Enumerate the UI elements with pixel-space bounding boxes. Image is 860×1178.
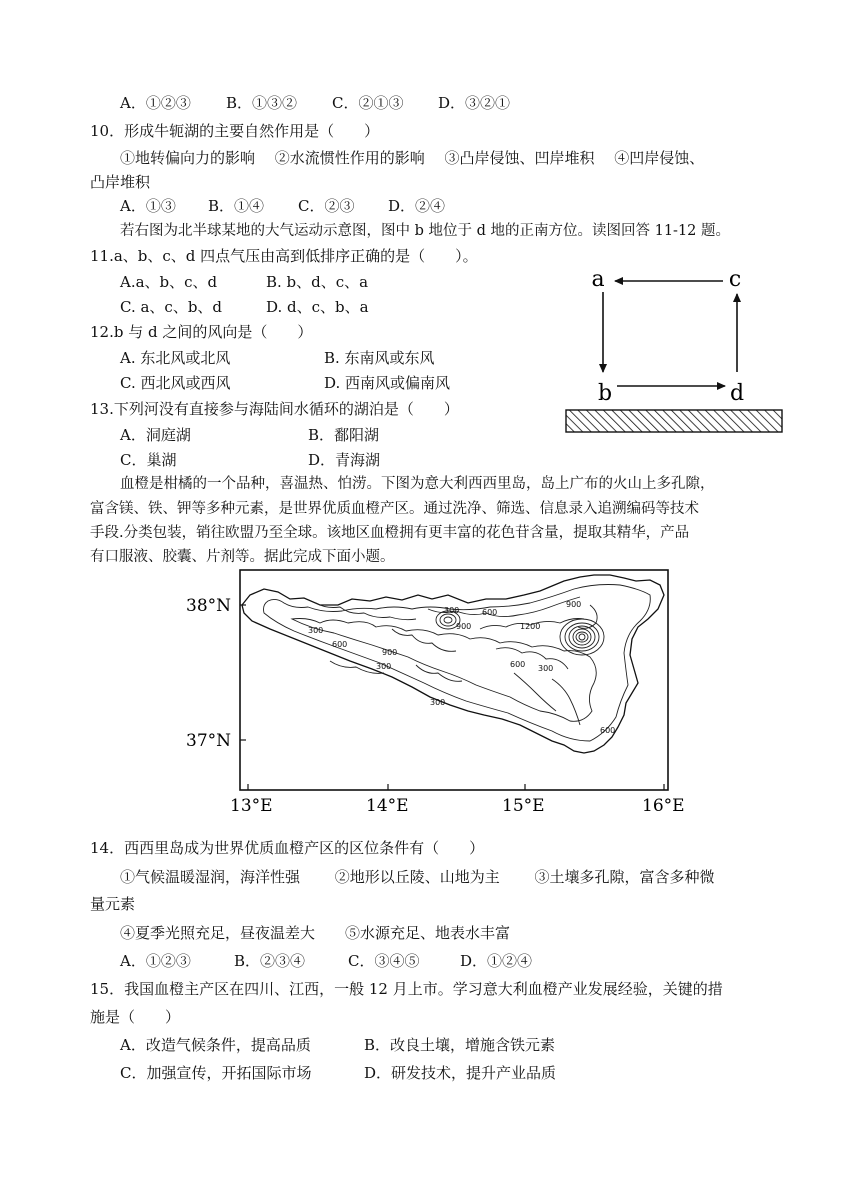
label-b: b: [597, 381, 613, 406]
q11-option-c[interactable]: C. a、c、b、d: [120, 298, 223, 316]
lon-16e: 16°E: [642, 796, 685, 816]
q10-option-c[interactable]: C．②③: [298, 197, 355, 215]
lat-37n: 37°N: [186, 731, 232, 751]
q10-items-line2: 凸岸堆积: [90, 173, 151, 191]
contour-label: 300: [308, 626, 324, 635]
contour-label: 300: [444, 606, 460, 615]
q13-option-d[interactable]: D．青海湖: [308, 451, 381, 469]
q15-option-d[interactable]: D．研发技术，提升产业品质: [364, 1064, 557, 1082]
passage-line-1: 血橙是柑橘的一个品种，喜温热、怕涝。下图为意大利西西里岛，岛上广布的火山上多孔隙，: [120, 476, 715, 492]
contour-label: 900: [566, 600, 582, 609]
q11-option-a[interactable]: A.a、b、c、d: [120, 273, 218, 291]
contour-label: 600: [510, 660, 526, 669]
q10-option-d[interactable]: D．②④: [388, 197, 446, 215]
intro-11-12: 若右图为北半球某地的大气运动示意图，图中 b 地位于 d 地的正南方位。读图回答 11-12 题。: [120, 223, 731, 239]
label-a: a: [591, 267, 605, 292]
q15-option-b[interactable]: B．改良土壤，增施含铁元素: [364, 1036, 556, 1054]
q14-items-line3: ④夏季光照充足，昼夜温差大 ⑤水源充足、地表水丰富: [120, 924, 511, 942]
lon-14e: 14°E: [366, 796, 409, 816]
contour-label: 900: [382, 648, 398, 657]
q11-option-d[interactable]: D. d、c、b、a: [266, 298, 369, 316]
q9-option-c[interactable]: C．②①③: [332, 94, 404, 112]
q14-option-a[interactable]: A．①②③: [120, 952, 191, 970]
contour-label: 300: [376, 662, 392, 671]
contour-label: 300: [430, 698, 446, 707]
q10-stem: 10．形成牛轭湖的主要自然作用是（ ）: [90, 122, 380, 140]
q12-option-d[interactable]: D. 西南风或偏南风: [324, 374, 451, 392]
q13-option-a[interactable]: A．洞庭湖: [120, 426, 191, 444]
q9-option-b[interactable]: B．①③②: [226, 94, 298, 112]
q12-option-c[interactable]: C. 西北风或西风: [120, 374, 231, 392]
q11-option-b[interactable]: B. b、d、c、a: [266, 273, 369, 291]
q15-option-c[interactable]: C．加强宣传，开拓国际市场: [120, 1064, 312, 1082]
contour-label: 600: [600, 726, 616, 735]
q11-stem: 11.a、b、c、d 四点气压由高到低排序正确的是（ ）。: [90, 247, 478, 265]
q10-option-a[interactable]: A．①③: [120, 197, 176, 215]
q12-option-a[interactable]: A. 东北风或北风: [120, 349, 231, 367]
q14-items-line1: ①气候温暖湿润，海洋性强 ②地形以丘陵、山地为主 ③土壤多孔隙，富含多种微: [120, 868, 715, 886]
q15-stem-line1: 15．我国血橙主产区在四川、江西，一般 12 月上市。学习意大利血橙产业发展经验，关键的措: [90, 980, 723, 998]
q14-stem: 14．西西里岛成为世界优质血橙产区的区位条件有（ ）: [90, 839, 485, 857]
q13-option-c[interactable]: C．巢湖: [120, 451, 177, 469]
q15-option-a[interactable]: A．改造气候条件，提高品质: [120, 1036, 311, 1054]
q9-option-a[interactable]: A．①②③: [120, 94, 191, 112]
ground-hatch: [566, 410, 782, 432]
lon-13e: 13°E: [230, 796, 273, 816]
atmosphere-diagram-svg: [565, 262, 785, 437]
q14-option-d[interactable]: D．①②④: [460, 952, 533, 970]
passage-line-2: 富含镁、铁、钾等多种元素，是世界优质血橙产区。通过洗净、筛选、信息录入追溯编码等技术: [90, 501, 699, 517]
q9-option-d[interactable]: D．③②①: [438, 94, 511, 112]
lon-15e: 15°E: [502, 796, 545, 816]
q14-option-c[interactable]: C．③④⑤: [348, 952, 420, 970]
label-c: c: [728, 267, 742, 292]
map-frame: [240, 570, 668, 790]
contour-label: 900: [456, 622, 472, 631]
lat-38n: 38°N: [186, 596, 232, 616]
q12-stem: 12.b 与 d 之间的风向是（ ）: [90, 323, 313, 341]
q14-option-b[interactable]: B．②③④: [234, 952, 306, 970]
contour-label: 300: [538, 664, 554, 673]
q12-option-b[interactable]: B. 东南风或东风: [324, 349, 435, 367]
contour-label: 600: [482, 608, 498, 617]
q15-stem-line2: 施是（ ）: [90, 1008, 181, 1026]
contour-label: 600: [332, 640, 348, 649]
q10-items-line1: ①地转偏向力的影响 ②水流惯性作用的影响 ③凸岸侵蚀、凹岸堆积 ④凹岸侵蚀、: [120, 149, 705, 167]
atmosphere-diagram: [565, 262, 785, 437]
sicily-map-svg: [180, 565, 685, 825]
q10-option-b[interactable]: B．①④: [208, 197, 265, 215]
passage-line-4: 有口服液、胶囊、片剂等。据此完成下面小题。: [90, 549, 395, 565]
label-d: d: [729, 381, 745, 406]
q13-stem: 13.下列河没有直接参与海陆间水循环的湖泊是（ ）: [90, 400, 459, 418]
q13-option-b[interactable]: B．鄱阳湖: [308, 426, 380, 444]
q14-items-line2: 量元素: [90, 895, 136, 913]
contour-label: 1200: [520, 622, 541, 631]
sicily-contour-map: [180, 565, 685, 825]
passage-line-3: 手段.分类包装，销往欧盟乃至全球。该地区血橙拥有更丰富的花色苷含量，提取其精华，产品: [90, 525, 690, 541]
